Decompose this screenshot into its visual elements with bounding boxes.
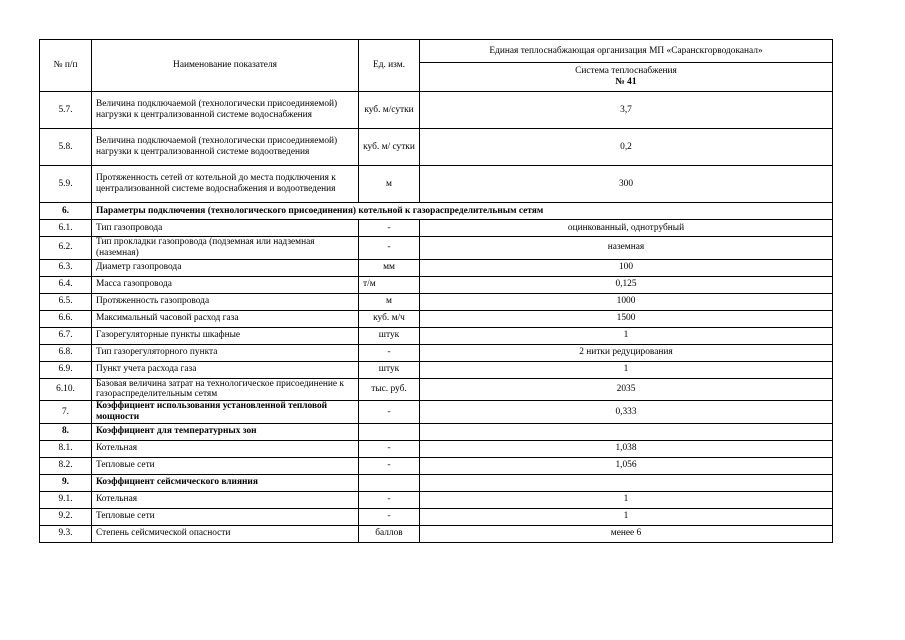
header-num: № п/п xyxy=(40,40,92,92)
row-num: 6.3. xyxy=(40,259,92,276)
row-num: 6.4. xyxy=(40,276,92,293)
row-name: Тип газопровода xyxy=(92,220,359,237)
table-row xyxy=(40,327,833,344)
table-row xyxy=(40,457,833,474)
table-body xyxy=(40,92,833,543)
row-unit: м xyxy=(359,166,420,203)
row-unit: - xyxy=(359,237,420,260)
row-name: Газорегуляторные пункты шкафные xyxy=(92,327,359,344)
row-num: 9.1. xyxy=(40,491,92,508)
row-value: 1500 xyxy=(420,310,833,327)
row-value xyxy=(420,474,833,491)
row-value: 2 нитки редуцирования xyxy=(420,344,833,361)
row-unit: куб. м/ч xyxy=(359,310,420,327)
row-unit: куб. м/ сутки xyxy=(359,129,420,166)
header-system-line1: Система теплоснабжения xyxy=(575,66,677,77)
table-row xyxy=(40,276,833,293)
row-name: Тепловые сети xyxy=(92,457,359,474)
row-name: Диаметр газопровода xyxy=(92,259,359,276)
row-unit: - xyxy=(359,457,420,474)
row-unit: мм xyxy=(359,259,420,276)
table-row xyxy=(40,293,833,310)
row-value: 100 xyxy=(420,259,833,276)
table-row xyxy=(40,220,833,237)
table-row xyxy=(40,310,833,327)
row-num: 6.6. xyxy=(40,310,92,327)
row-unit: штук xyxy=(359,327,420,344)
row-name: Масса газопровода xyxy=(92,276,359,293)
section-row xyxy=(40,474,833,491)
row-name: Протяженность газопровода xyxy=(92,293,359,310)
table-row xyxy=(40,361,833,378)
row-value: 1 xyxy=(420,491,833,508)
table-row xyxy=(40,237,833,260)
row-num: 6.10. xyxy=(40,378,92,401)
row-unit xyxy=(359,474,420,491)
table-row xyxy=(40,401,833,424)
row-unit: - xyxy=(359,440,420,457)
row-value: 1,038 xyxy=(420,440,833,457)
table-row xyxy=(40,166,833,203)
row-num: 6. xyxy=(40,203,92,220)
row-name: Коэффициент использования установленной тепловой мощности xyxy=(92,401,359,424)
row-value: 0,125 xyxy=(420,276,833,293)
row-num: 7. xyxy=(40,401,92,424)
row-unit: - xyxy=(359,344,420,361)
row-unit: т/м xyxy=(359,276,420,293)
row-unit: - xyxy=(359,491,420,508)
table-row xyxy=(40,525,833,542)
row-unit: баллов xyxy=(359,525,420,542)
row-name: Величина подключаемой (технологически присоединяемой) нагрузки к централизованной системе водоотведения xyxy=(92,129,359,166)
row-unit: тыс. руб. xyxy=(359,378,420,401)
row-name: Степень сейсмической опасности xyxy=(92,525,359,542)
row-name: Максимальный часовой расход газа xyxy=(92,310,359,327)
row-num: 9.2. xyxy=(40,508,92,525)
row-num: 6.9. xyxy=(40,361,92,378)
indicators-table xyxy=(39,39,833,543)
header-system xyxy=(420,63,833,92)
row-unit xyxy=(359,423,420,440)
row-name: Коэффициент сейсмического влияния xyxy=(92,474,359,491)
header-org: Единая теплоснабжающая организация МП «Саранскгорводоканал» xyxy=(420,40,833,63)
row-value: 3,7 xyxy=(420,92,833,129)
row-name: Тип газорегуляторного пункта xyxy=(92,344,359,361)
section-row xyxy=(40,423,833,440)
row-num: 5.8. xyxy=(40,129,92,166)
row-num: 6.1. xyxy=(40,220,92,237)
row-value: 1 xyxy=(420,327,833,344)
row-value xyxy=(420,423,833,440)
row-num: 6.7. xyxy=(40,327,92,344)
table-row xyxy=(40,92,833,129)
header-unit: Ед. изм. xyxy=(359,40,420,92)
row-value: 1000 xyxy=(420,293,833,310)
row-name: Величина подключаемой (технологически присоединяемой) нагрузки к централизованной системе водоснабжения xyxy=(92,92,359,129)
row-value: 300 xyxy=(420,166,833,203)
row-num: 8.1. xyxy=(40,440,92,457)
row-name: Пункт учета расхода газа xyxy=(92,361,359,378)
table-row xyxy=(40,491,833,508)
row-num: 9. xyxy=(40,474,92,491)
header-system-line2: № 41 xyxy=(615,77,637,87)
row-num: 5.9. xyxy=(40,166,92,203)
row-value: 1 xyxy=(420,508,833,525)
row-name: Тип прокладки газопровода (подземная или надземная (наземная) xyxy=(92,237,359,260)
row-name: Протяженность сетей от котельной до места подключения к централизованной системе водоснабжения и водоотведения xyxy=(92,166,359,203)
row-num: 5.7. xyxy=(40,92,92,129)
row-unit: м xyxy=(359,293,420,310)
row-value: наземная xyxy=(420,237,833,260)
row-num: 6.8. xyxy=(40,344,92,361)
row-num: 6.5. xyxy=(40,293,92,310)
row-num: 8. xyxy=(40,423,92,440)
table-row xyxy=(40,344,833,361)
row-num: 9.3. xyxy=(40,525,92,542)
row-name: Коэффициент для температурных зон xyxy=(92,423,359,440)
row-value: менее 6 xyxy=(420,525,833,542)
row-num: 8.2. xyxy=(40,457,92,474)
row-value: 0,333 xyxy=(420,401,833,424)
table-row xyxy=(40,440,833,457)
header-name: Наименование показателя xyxy=(92,40,359,92)
row-value: 2035 xyxy=(420,378,833,401)
row-name: Котельная xyxy=(92,440,359,457)
row-value: 1 xyxy=(420,361,833,378)
header-row xyxy=(40,40,833,63)
row-value: оцинкованный, однотрубный xyxy=(420,220,833,237)
table-row xyxy=(40,129,833,166)
row-value: 0,2 xyxy=(420,129,833,166)
table-row xyxy=(40,378,833,401)
row-name: Базовая величина затрат на технологическое присоединение к газораспределительным сетям xyxy=(92,378,359,401)
table-row xyxy=(40,508,833,525)
row-name: Котельная xyxy=(92,491,359,508)
row-value: 1,056 xyxy=(420,457,833,474)
row-unit: - xyxy=(359,508,420,525)
row-unit: - xyxy=(359,220,420,237)
row-num: 6.2. xyxy=(40,237,92,260)
row-unit: куб. м/сутки xyxy=(359,92,420,129)
section-row xyxy=(40,203,833,220)
row-unit: штук xyxy=(359,361,420,378)
row-name: Параметры подключения (технологического присоединения) котельной к газораспределительным сетям xyxy=(92,203,833,220)
row-name: Тепловые сети xyxy=(92,508,359,525)
row-unit: - xyxy=(359,401,420,424)
table-row xyxy=(40,259,833,276)
